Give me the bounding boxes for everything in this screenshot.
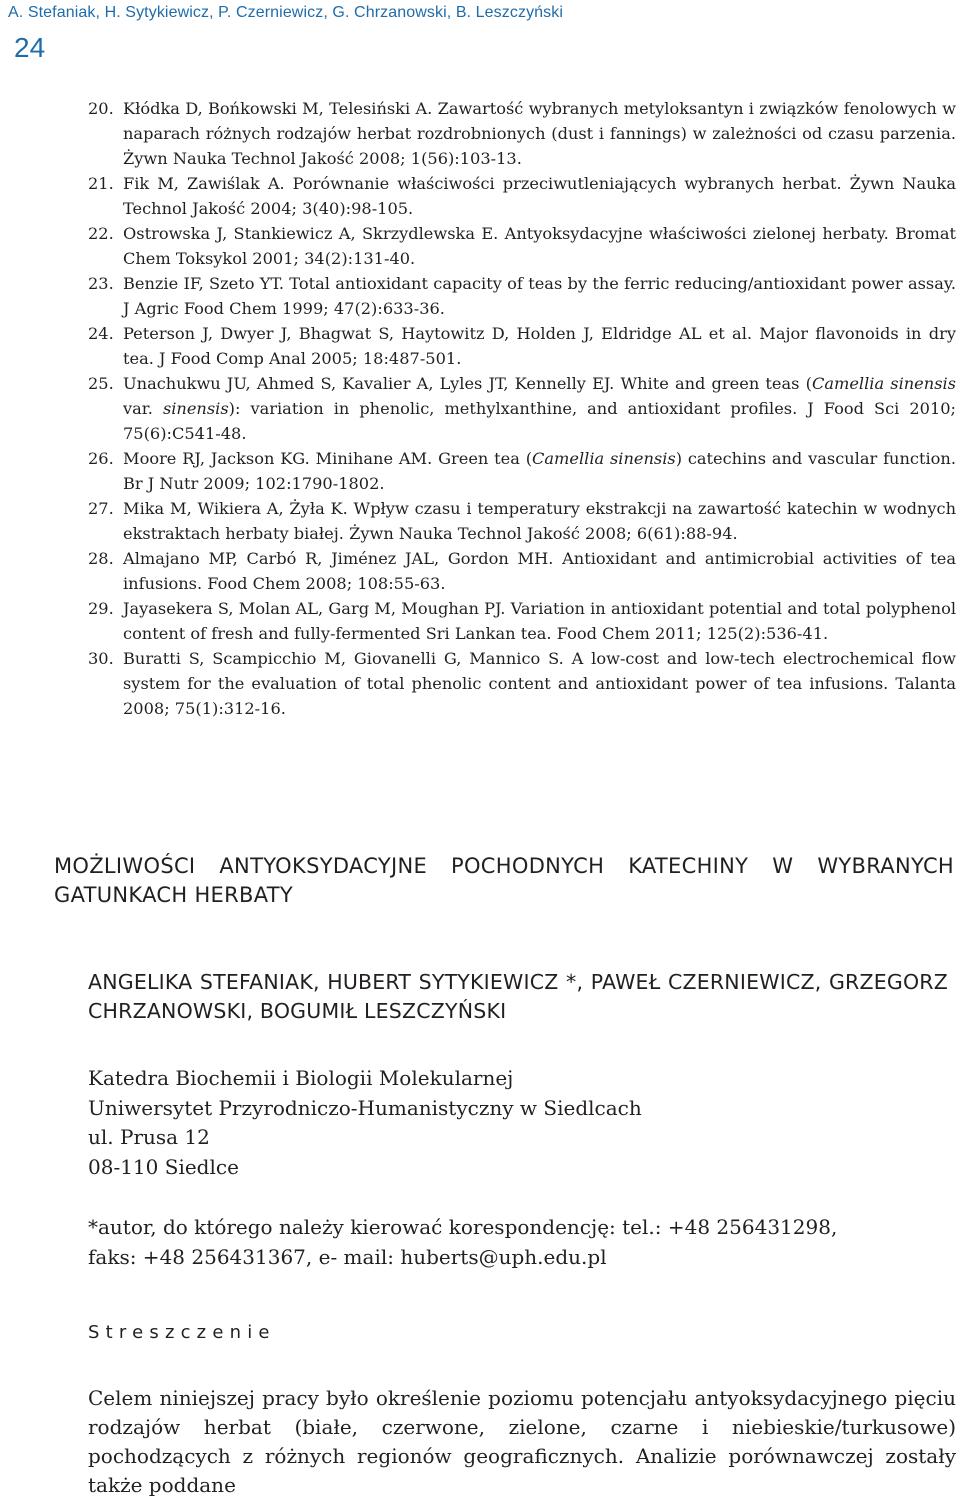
page-number: 24	[14, 32, 46, 63]
reference-number: 24.	[88, 324, 114, 343]
reference-number: 25.	[88, 374, 114, 393]
reference-item	[88, 371, 956, 446]
reference-item	[88, 596, 956, 646]
reference-item	[88, 221, 956, 271]
reference-text: Almajano MP, Carbó R, Jiménez JAL, Gordon MH. Antioxidant and antimicrobial activities of tea infusions. Food Chem 2008; 108:55-63.	[123, 549, 956, 593]
article-authors: ANGELIKA STEFANIAK, HUBERT SYTYKIEWICZ *, PAWEŁ CZERNIEWICZ, GRZEGORZ CHRZANOWSKI, BOGUMIŁ LESZCZYŃSKI	[88, 970, 948, 1023]
affiliation-university: Uniwersytet Przyrodniczo-Humanistyczny w Siedlcach	[88, 1095, 642, 1120]
reference-number: 26.	[88, 449, 114, 468]
species-name: Camellia sinensis	[532, 449, 676, 468]
species-name: Camellia sinensis	[811, 374, 956, 393]
reference-text-part: var.	[123, 399, 163, 418]
reference-item	[88, 546, 956, 596]
affiliation-street: ul. Prusa 12	[88, 1125, 210, 1149]
reference-item	[88, 271, 956, 321]
reference-text-part: ): variation in phenolic, methylxanthine, and antioxidant profiles. J Food Sci 2010; 75(6):C541-48.	[123, 399, 957, 443]
reference-text: Ostrowska J, Stankiewicz A, Skrzydlewska E. Antyoksydacyjne właściwości zielonej herbaty. Bromat Chem Toksykol 2001; 34(2):131-40.	[123, 224, 956, 268]
reference-text	[123, 446, 956, 496]
reference-number: 28.	[88, 549, 114, 568]
reference-text: Buratti S, Scampicchio M, Giovanelli G, Mannico S. A low-cost and low-tech electrochemical flow system for the evaluation of total phenolic content and antioxidant power of tea infusions. Talanta 2008; 75(1):312-16.	[123, 649, 956, 718]
reference-text	[123, 371, 956, 446]
reference-text-part: ) catechins and vascular function. Br J Nutr 2009; 102:1790-1802.	[123, 449, 956, 493]
reference-item	[88, 96, 956, 171]
abstract-text: Celem niniejszej pracy było określenie poziomu potencjału antyoksydacyjnego pięciu rodzajów herbat (białe, czerwone, zielone, czarne i niebieskie/turkusowe) pochodzących z różnych regionów geograficznych. Analizie porównawczej zostały także poddane	[88, 1386, 956, 1497]
reference-number: 22.	[88, 224, 114, 243]
reference-number: 30.	[88, 649, 114, 668]
reference-text: Jayasekera S, Molan AL, Garg M, Moughan PJ. Variation in antioxidant potential and total polyphenol content of fresh and fully-fermented Sri Lankan tea. Food Chem 2011; 125(2):536-41.	[123, 599, 956, 643]
correspondence	[88, 1212, 948, 1272]
species-name: sinensis	[162, 399, 229, 418]
reference-number: 21.	[88, 174, 114, 193]
reference-text: Peterson J, Dwyer J, Bhagwat S, Haytowitz D, Holden J, Eldridge AL et al. Major flavonoids in dry tea. J Food Comp Anal 2005; 18:487-501.	[123, 324, 956, 368]
reference-text-part: Unachukwu JU, Ahmed S, Kavalier A, Lyles JT, Kennelly EJ. White and green teas (	[123, 374, 812, 393]
reference-number: 20.	[88, 99, 114, 118]
correspondence-phone: *autor, do którego należy kierować korespondencję: tel.: +48 256431298,	[88, 1215, 838, 1239]
reference-number: 23.	[88, 274, 114, 293]
reference-item	[88, 446, 956, 496]
reference-text: Benzie IF, Szeto YT. Total antioxidant capacity of teas by the ferric reducing/antioxidant power assay. J Agric Food Chem 1999; 47(2):633-36.	[123, 274, 956, 318]
reference-text: Fik M, Zawiślak A. Porównanie właściwości przeciwutleniających wybranych herbat. Żywn Nauka Technol Jakość 2004; 3(40):98-105.	[123, 174, 956, 218]
reference-text: Mika M, Wikiera A, Żyła K. Wpływ czasu i temperatury ekstrakcji na zawartość katechin w wodnych ekstraktach herbaty białej. Żywn Nauka Technol Jakość 2008; 6(61):88-94.	[123, 499, 956, 543]
affiliation-department: Katedra Biochemii i Biologii Molekularnej	[88, 1066, 514, 1090]
article-title: MOŻLIWOŚCI ANTYOKSYDACYJNE POCHODNYCH KATECHINY W WYBRANYCH GATUNKACH HERBATY	[54, 854, 954, 907]
reference-list	[88, 96, 956, 721]
reference-item	[88, 496, 956, 546]
affiliation-city: 08-110 Siedlce	[88, 1154, 239, 1179]
correspondence-fax-email: faks: +48 256431367, e- mail: huberts@uph.edu.pl	[88, 1245, 607, 1269]
reference-number: 29.	[88, 599, 114, 618]
reference-text-part: Moore RJ, Jackson KG. Minihane AM. Green tea (	[123, 449, 533, 468]
reference-item	[88, 646, 956, 721]
affiliation	[88, 1064, 948, 1182]
running-head: A. Stefaniak, H. Sytykiewicz, P. Czerniewicz, G. Chrzanowski, B. Leszczyński	[8, 4, 564, 21]
reference-item	[88, 321, 956, 371]
reference-number: 27.	[88, 499, 114, 518]
reference-item	[88, 171, 956, 221]
reference-text: Kłódka D, Bońkowski M, Telesiński A. Zawartość wybranych metyloksantyn i związków fenolowych w naparach różnych rodzajów herbat rozdrobnionych (dust i fannings) w zależności od czasu parzenia. Żywn Nauka Technol Jakość 2008; 1(56):103-13.	[123, 99, 956, 168]
abstract-heading: Streszczenie	[88, 1322, 276, 1343]
